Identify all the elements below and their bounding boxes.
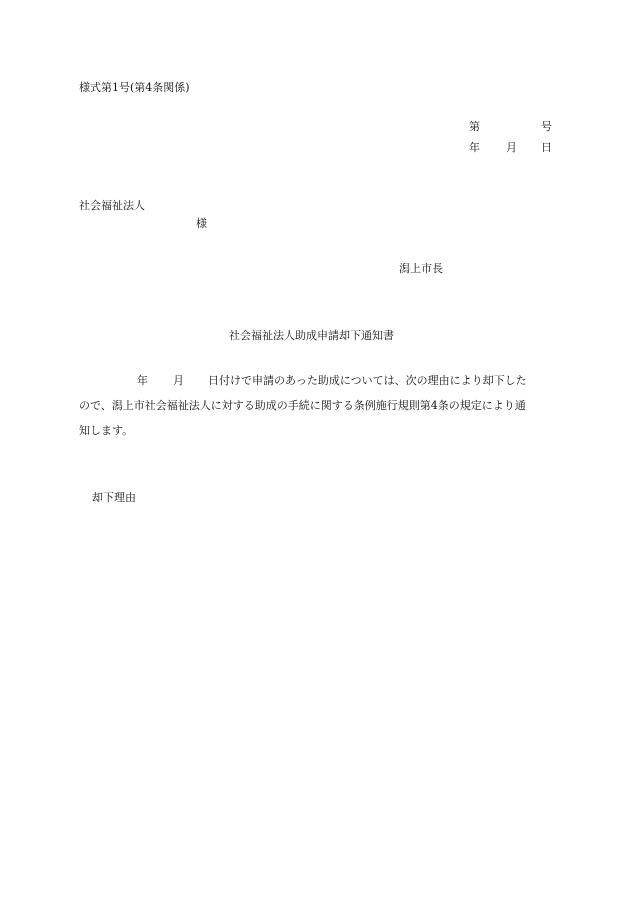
reason-heading: 却下理由 [92,491,136,504]
form-number: 様式第1号(第4条関係) [79,81,190,94]
body-line-1-text: 日付けで申請のあった助成については、次の理由により却下した [208,374,527,387]
body-month-label: 月 [173,374,184,387]
date-year-label: 年 [469,141,480,154]
date-day-label: 日 [541,141,552,154]
body-line-3: 知します。 [79,424,134,437]
document-number-prefix: 第 [469,120,480,133]
document-title: 社会福祉法人助成申請却下通知書 [229,329,394,342]
recipient-honorific: 様 [196,217,207,230]
document-number-suffix: 号 [541,120,552,133]
body-year-label: 年 [137,374,148,387]
sender-name: 潟上市長 [399,262,443,275]
body-line-2: ので、潟上市社会福祉法人に対する助成の手続に関する条例施行規則第4条の規定により通 [79,399,526,412]
recipient-organization: 社会福祉法人 [79,199,145,212]
date-month-label: 月 [506,141,517,154]
